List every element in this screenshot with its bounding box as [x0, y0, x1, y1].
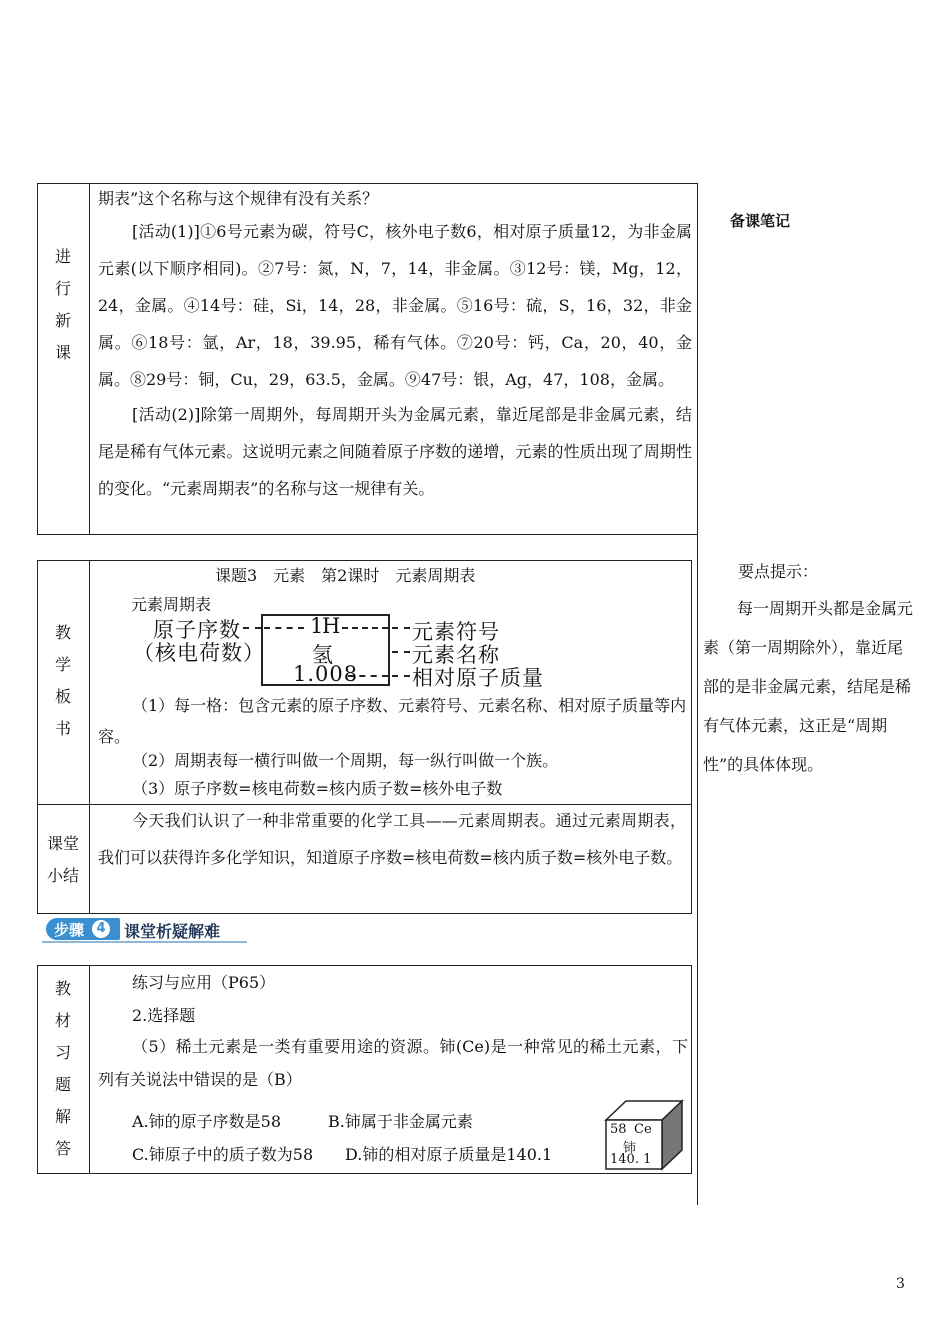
- exercise-question: （5）稀土元素是一类有重要用途的资源。铈(Ce)是一种常见的稀土元素，下列有关说法中错误的是（B）: [98, 1037, 688, 1089]
- label-char: 小结: [46, 866, 79, 885]
- step-title: 课堂析疑解难: [124, 922, 221, 941]
- new-lesson-divider: [89, 183, 90, 535]
- element-name-label: 元素名称: [412, 643, 500, 667]
- option-d: D.铈的相对原子质量是140.1: [345, 1145, 553, 1164]
- label-char: 教: [54, 623, 71, 642]
- element-number: 1: [310, 614, 325, 638]
- board-subtitle: 元素周期表: [131, 595, 212, 614]
- dash-symbol-in: [342, 627, 388, 629]
- board-point-2: （2）周期表每一横行叫做一个周期，每一纵行叫做一个族。: [132, 751, 559, 770]
- dash-left-number: [243, 627, 261, 629]
- cube-number: 58: [610, 1122, 627, 1137]
- dash-number-in: [264, 627, 304, 629]
- sidebar-divider: [697, 535, 698, 1205]
- exercise-divider: [89, 965, 90, 1174]
- label-char: 行: [54, 279, 71, 298]
- exercise-label: [37, 970, 89, 1168]
- dash-mass-in: [348, 675, 388, 677]
- label-char: 课堂: [46, 834, 79, 853]
- board-label: [37, 616, 89, 746]
- label-char: 材: [54, 1011, 71, 1030]
- label-char: 习: [54, 1043, 71, 1062]
- summary-label: [37, 828, 89, 892]
- activity-1-text: [活动(1)]①6号元素为碳，符号C，核外电子数6，相对原子质量12，为非金属元素(以下顺序相同)。②7号：氮，N，7，14，非金属。③12号：镁，Mg，12，24，金属。④14号：硅，Si，14，28，非金属。⑤16号：硫，S，16，32，非金属。⑥18号：氩，Ar，18，39.95，稀有气体。⑦20号：钙，Ca，20，40，金属。⑧29号：铜，Cu，29，63.5，金属。⑨47号：银，Ag，47，108，金属。: [98, 222, 692, 389]
- step-badge-text: 步骤: [54, 921, 85, 939]
- dash-right-symbol: [392, 627, 410, 629]
- board-divider: [89, 560, 90, 914]
- label-char: 书: [54, 719, 71, 738]
- element-name: 氢: [312, 643, 334, 667]
- atomic-mass-label: 相对原子质量: [412, 666, 544, 690]
- label-char: 答: [54, 1139, 71, 1158]
- tip-text: 每一周期开头都是金属元素（第一周期除外），靠近尾部的是非金属元素，结尾是稀有气体元素，这正是“周期性”的具体体现。: [703, 599, 914, 774]
- notes-title: 备课笔记: [730, 212, 791, 230]
- nuclear-charge-label: （核电荷数）: [133, 641, 265, 665]
- label-char: 学: [54, 655, 71, 674]
- option-a: A.铈的原子序数是58: [132, 1112, 282, 1131]
- option-b: B.铈属于非金属元素: [328, 1112, 473, 1131]
- atomic-number-label: 原子序数: [153, 618, 241, 642]
- new-lesson-label: [37, 240, 89, 370]
- exercise-source: 练习与应用（P65）: [132, 973, 276, 992]
- step-number: 4: [96, 921, 106, 936]
- step-banner: [42, 914, 247, 943]
- cube-symbol: Ce: [634, 1122, 652, 1137]
- label-char: 题: [54, 1075, 71, 1094]
- label-char: 教: [54, 979, 71, 998]
- element-symbol-label: 元素符号: [412, 620, 500, 644]
- label-char: 解: [54, 1107, 71, 1126]
- option-c: C.铈原子中的质子数为58: [132, 1145, 314, 1164]
- exercise-section: 2.选择题: [132, 1006, 196, 1025]
- dash-right-mass: [392, 675, 410, 677]
- dash-right-name: [392, 651, 410, 653]
- page-number: 3: [896, 1276, 905, 1292]
- label-char: 课: [54, 343, 71, 362]
- element-mass: 1.008: [293, 662, 359, 686]
- cube-mass: 140. 1: [610, 1152, 652, 1167]
- cube-name: 铈: [623, 1141, 637, 1156]
- label-char: 新: [54, 311, 71, 330]
- board-point-3: （3）原子序数=核电荷数=核内质子数=核外电子数: [132, 779, 503, 798]
- new-lesson-intro: 期表”这个名称与这个规律有没有关系？: [98, 189, 379, 208]
- tip-title: 要点提示：: [738, 562, 819, 581]
- label-char: 进: [54, 247, 71, 266]
- activity-2-text: [活动(2)]除第一周期外，每周期开头为金属元素，靠近尾部是非金属元素，结尾是稀有气体元素。这说明元素之间随着原子序数的递增，元素的性质出现了周期性的变化。“元素周期表”的名称与这一规律有关。: [98, 405, 692, 498]
- summary-text: 今天我们认识了一种非常重要的化学工具——元素周期表。通过元素周期表，我们可以获得许多化学知识，知道原子序数=核电荷数=核内质子数=核外电子数。: [98, 811, 686, 867]
- board-title: 课题3 元素 第2课时 元素周期表: [215, 566, 476, 585]
- board-point-1: （1）每一格：包含元素的原子序数、元素符号、元素名称、相对原子质量等内容。: [98, 696, 687, 746]
- element-symbol: H: [322, 614, 342, 638]
- label-char: 板: [54, 687, 71, 706]
